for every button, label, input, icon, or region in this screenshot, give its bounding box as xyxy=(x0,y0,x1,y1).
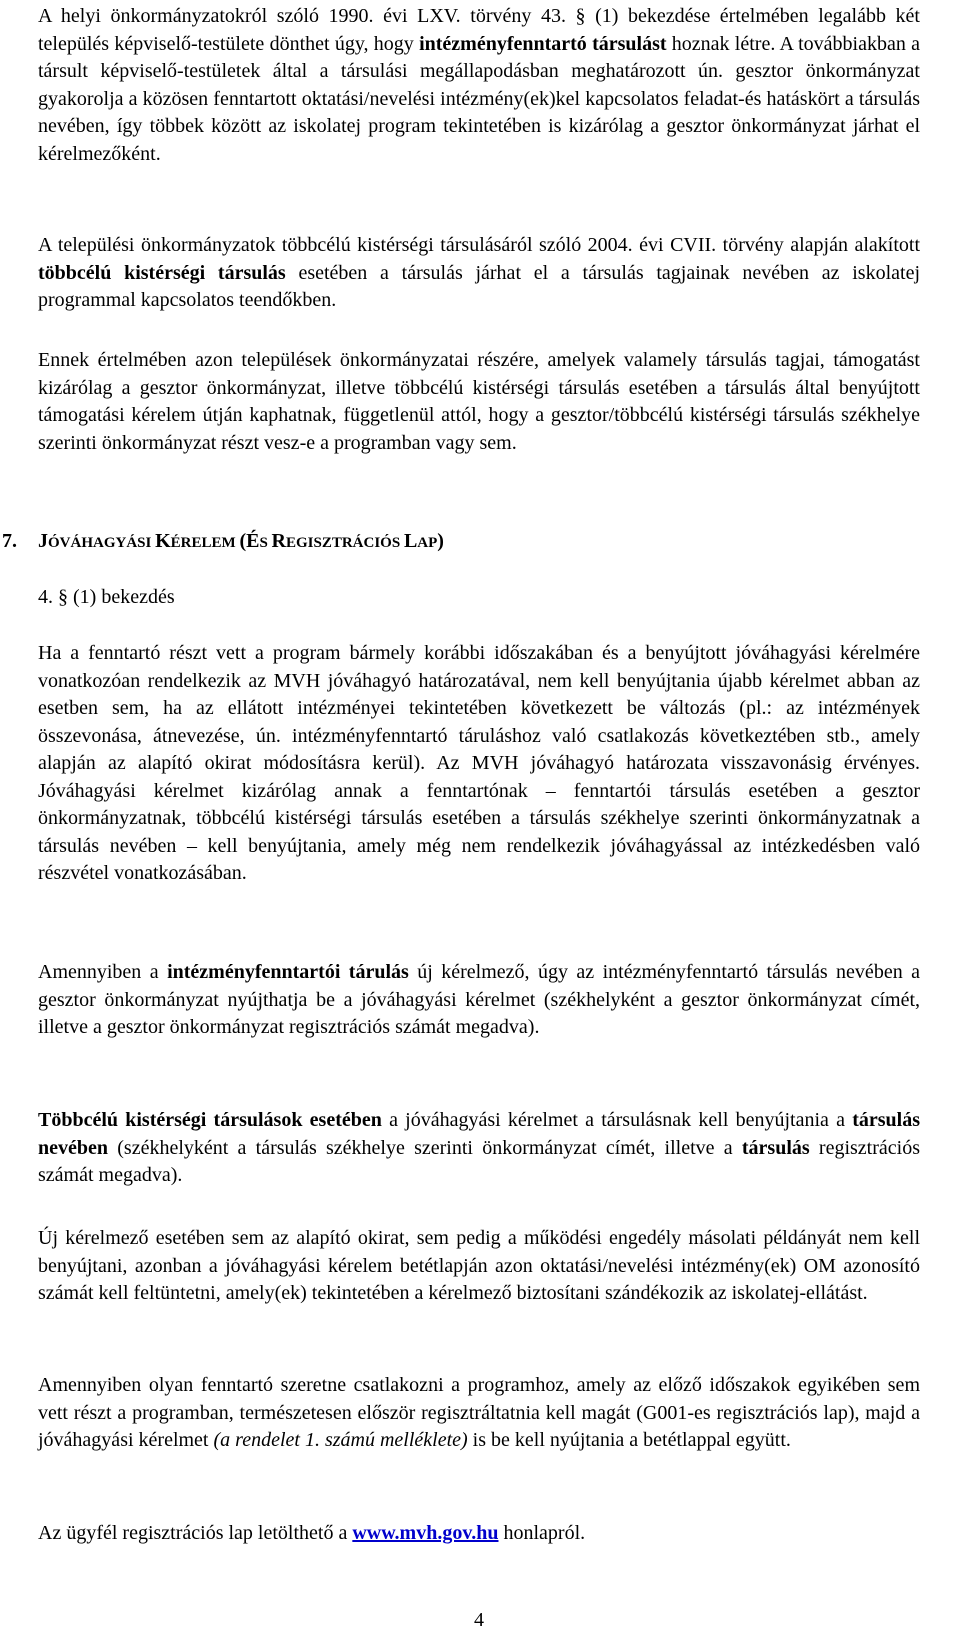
bold-term: Többcélú kistérségi társulások esetében xyxy=(38,1109,382,1131)
section-number: 7. xyxy=(2,530,17,552)
heading-cap: R xyxy=(271,530,286,552)
paragraph-tamogatas xyxy=(38,347,920,457)
text-run: regisztrációs számát megadva). xyxy=(38,1136,920,1186)
text-run: (székhelyként a társulás székhelye szerinti önkormányzat címét, illetve a xyxy=(108,1136,742,1159)
text-run: a jóváhagyási kérelmet a társulásnak kell benyújtania a xyxy=(381,1109,853,1131)
page-number: 4 xyxy=(474,1609,484,1631)
heading-cap: K xyxy=(155,530,171,552)
subsection-reference: 4. § (1) bekezdés xyxy=(38,586,175,608)
paragraph-csatlakozas xyxy=(38,1372,920,1455)
heading-smallcaps: S xyxy=(259,535,272,551)
heading-smallcaps: ÉRELEM xyxy=(170,535,240,551)
text-run: Ennek értelmében azon települések önkormányzatai részére, amelyek valamely társulás tagjai, támogatást kizárólag a gesztor önkormányzat, illetve többcélú kistérségi társulás esetében a társulás által benyújtott támogatási kérelem útján kaphatnak, függetlenül attól, hogy a gesztor/többcélú kistérségi társulás székhelye szerinti önkormányzat részt vesz-e a programban vagy sem. xyxy=(38,349,920,454)
paragraph-uj-kerelmezo xyxy=(38,1225,920,1308)
paragraph-jovahagyo-hatarozat xyxy=(38,640,920,888)
heading-cap: (É xyxy=(239,530,260,552)
text-run: Új kérelmező esetében sem az alapító okirat, sem pedig a működési engedély másolati példányát nem kell benyújtani, azonban a jóváhagyási kérelem betétlapján azon oktatási/nevelési intézmény(ek) OM azonosító számát kell feltüntetni, amely(ek) tekintetében a kérelmező biztosítani szándékozik az iskolatej-ellátást. xyxy=(38,1227,920,1304)
paragraph-intezmenyfenntarto-tarsulas xyxy=(38,3,920,168)
text-run: esetében a társulás járhat el a társulás tagjainak nevében az iskolatej programmal kapcsolatos teendőkben. xyxy=(38,261,921,311)
paragraph-regisztracios-lap xyxy=(38,1520,920,1548)
italic-reference: (a rendelet 1. számú melléklete) xyxy=(213,1429,468,1451)
text-run: is be kell nyújtania a betétlappal együtt. xyxy=(467,1429,791,1451)
paragraph-tobbcelu-kistersegi-tarsulas xyxy=(38,232,920,315)
text-run: honlapról. xyxy=(498,1522,586,1544)
bold-term: intézményfenntartói tárulás xyxy=(167,961,409,983)
text-run: Az ügyfél regisztrációs lap letölthető a xyxy=(38,1522,353,1544)
text-run: Amennyiben olyan fenntartó szeretne csatlakozni a programhoz, amely az előző időszakok egyikében sem vett részt a programban, természetesen először regisztráltatnia kell magát (G001-es regisztrációs lap), majd a jóváhagyási kérelmet xyxy=(38,1374,920,1451)
bold-term: intézményfenntartó társulást xyxy=(419,32,667,55)
bold-term: többcélú kistérségi társulás xyxy=(38,261,286,284)
paragraph-intezmenyfenntartoi-tarulas xyxy=(38,959,920,1042)
bold-term: társulás xyxy=(741,1136,810,1159)
text-run: új kérelmező, úgy az intézményfenntartó társulás nevében a gesztor önkormányzat nyújthatja be a jóváhagyási kérelmet (székhelyként a gesztor önkormányzat címét, illetve a gesztor önkormányzat regisztrációs számát megadva). xyxy=(38,961,921,1038)
text-run: Ha a fenntartó részt vett a program bármely korábbi időszakában és a benyújtott jóváhagyási kérelmére vonatkozóan rendelkezik az MVH jóváhagyó határozatával, nem kell benyújtania újabb kérelmet abban az esetben sem, ha az ellátott intézményei tekintetében következett be változás (pl.: az intézmények összevonása, átnevezése, ún. intézményfenntartó táruláshoz való csatlakozás következtében stb., amely alapján az alapító okirat módosításra kerül). Az MVH jóváhagyó határozata visszavonásig érvényes. Jóváhagyási kérelmet kizárólag annak a fenntartónak – fenntartói társulás esetében a gesztor önkormányzatnak, többcélú kistérségi társulás esetében a társulás székhelye szerinti önkormányzatnak a társulás nevében – kell benyújtania, amely még nem rendelkezik jóváhagyással az intézkedésben való részvétel vonatkozásában. xyxy=(38,642,920,884)
text-run: A helyi önkormányzatokról szóló 1990. évi LXV. törvény 43. § (1) bekezdése értelmében legalább két település képviselő-testülete dönthet úgy, hogy xyxy=(38,5,920,55)
heading-cap: L xyxy=(403,530,418,552)
bold-term: társulás nevében xyxy=(38,1109,920,1159)
heading-smallcaps: EGISZTRÁCIÓS xyxy=(285,535,404,551)
heading-smallcaps: AP xyxy=(417,535,438,551)
section-heading xyxy=(0,527,900,557)
text-run: Amennyiben a xyxy=(38,961,168,983)
heading-smallcaps: ÓVÁHAGYÁSI xyxy=(48,535,156,551)
mvh-website-link[interactable]: www.mvh.gov.hu xyxy=(352,1522,499,1544)
text-run: A települési önkormányzatok többcélú kistérségi társulásáról szóló 2004. évi CVII. törvény alapján alakított xyxy=(38,234,920,256)
heading-cap: J xyxy=(38,530,48,552)
heading-cap: ) xyxy=(437,530,444,552)
text-run: hoznak létre. A továbbiakban a társult képviselő-testületek által a társulási megállapodásban meghatározott ún. gesztor önkormányzat gyakorolja a közösen fenntartott oktatási/nevelési intézmény(ek)kel kapcsolatos feladat-és hatáskört a társulás nevében, így többek között az iskolatej program tekintetében is kizárólag a gesztor önkormányzat járhat el kérelmezőként. xyxy=(38,32,920,165)
paragraph-tobbcelu-tarsulasok xyxy=(38,1107,920,1190)
